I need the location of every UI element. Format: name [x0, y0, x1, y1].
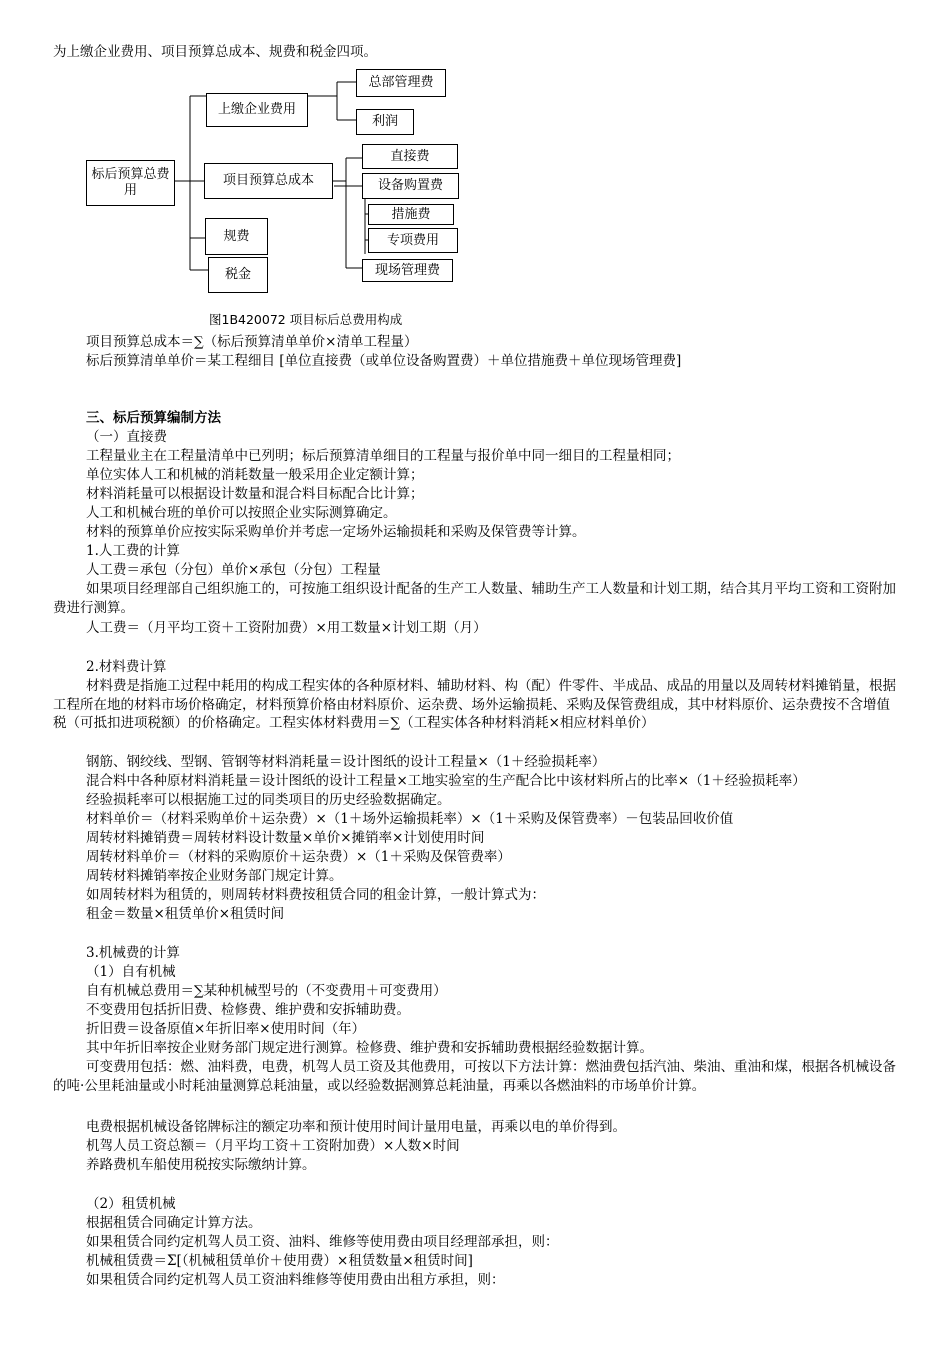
node-site-management-fee: 现场管理费	[362, 259, 453, 282]
formula-line: 机驾人员工资总额＝（月平均工资＋工资附加费）×人数×时间	[86, 1138, 460, 1154]
formula-line: 材料单价＝（材料采购单价＋运杂费）×（1＋场外运输损耗率）×（1＋采购及保管费率）－包装品回收价值	[86, 811, 734, 827]
paragraph-line: 经验损耗率可以根据施工过的同类项目的历史经验数据确定。	[86, 792, 451, 808]
paragraph-line: 不变费用包括折旧费、检修费、维护费和安拆辅助费。	[86, 1002, 410, 1018]
node-special-fee: 专项费用	[368, 228, 458, 253]
node-tax: 税金	[208, 257, 268, 293]
paragraph-line: 材料的预算单价应按实际采购单价并考虑一定场外运输损耗和采购及保管费等计算。	[86, 524, 586, 540]
diagram-caption: 图1B420072 项目标后总费用构成	[209, 312, 403, 327]
paragraph-line: 如果租赁合同约定机驾人员工资油料维修等使用费由出租方承担，则：	[86, 1272, 505, 1288]
subsection-direct-cost: （一）直接费	[86, 429, 167, 445]
formula-line: 周转材料单价＝（材料的采购原价＋运杂费）×（1＋采购及保管费率）	[86, 849, 511, 865]
subsection-own-machinery: （1）自有机械	[86, 964, 176, 980]
node-profit: 利润	[356, 109, 414, 135]
subsection-leased-machinery: （2）租赁机械	[86, 1196, 176, 1212]
paragraph-line: 根据租赁合同确定计算方法。	[86, 1215, 262, 1231]
paragraph-line: 单位实体人工和机械的消耗数量一般采用企业定额计算；	[86, 467, 424, 483]
paragraph-line: 工程量业主在工程量清单中已列明；标后预算清单细目的工程量与报价单中同一细目的工程量相同；	[86, 448, 680, 464]
paragraph-line: 电费根据机械设备铭牌标注的额定功率和预计使用时间计量用电量，再乘以电的单价得到。	[86, 1119, 626, 1135]
formula-total-cost: 项目预算总成本＝∑（标后预算清单单价×清单工程量）	[86, 334, 418, 350]
formula-line: 租金＝数量×租赁单价×租赁时间	[86, 906, 285, 922]
section-heading: 三、标后预算编制方法	[86, 410, 221, 426]
node-project-cost: 项目预算总成本	[204, 163, 333, 199]
formula-line: 人工费＝（月平均工资＋工资附加费）×用工数量×计划工期（月）	[86, 620, 487, 636]
paragraph-line: 周转材料摊销率按企业财务部门规定计算。	[86, 868, 343, 884]
node-enterprise-fee: 上缴企业费用	[206, 93, 308, 127]
paragraph-line: 如果租赁合同约定机驾人员工资、油料、维修等使用费由项目经理部承担，则：	[86, 1234, 559, 1250]
node-equipment-purchase: 设备购置费	[362, 173, 459, 199]
formula-line: 自有机械总费用＝∑某种机械型号的（不变费用＋可变费用）	[86, 983, 447, 999]
formula-line: 折旧费＝设备原值×年折旧率×使用时间（年）	[86, 1021, 366, 1037]
node-direct-cost: 直接费	[362, 144, 458, 169]
variable-cost-paragraph: 可变费用包括：燃、油料费，电费，机驾人员工资及其他费用，可按以下方法计算：燃油费包括汽油、柴油、重油和煤，根据各机械设备的吨·公里耗油量或小时耗油量测算总耗油量，或以经验数据测算总耗油量，再乘以各燃油料的市场单价计算。	[53, 1059, 896, 1094]
machinery-title: 3.机械费的计算	[86, 945, 180, 961]
labor-paragraph: 如果项目经理部自己组织施工的，可按施工组织设计配备的生产工人数量、辅助生产工人数量和计划工期，结合其月平均工资和工资附加费进行测算。	[53, 581, 896, 616]
node-measures-fee: 措施费	[368, 204, 454, 225]
root-node: 标后预算总费用	[86, 160, 175, 206]
intro-text: 为上缴企业费用、项目预算总成本、规费和税金四项。	[53, 44, 377, 60]
material-paragraph: 材料费是指施工过程中耗用的构成工程实体的各种原材料、辅助材料、构（配）件零件、半成品、成品的用量以及周转材料摊销量，根据工程所在地的材料市场价格确定，材料预算价格由材料原价、运杂费、场外运输损耗、采购及保管费组成，其中材料原价、运杂费按不含增值税（可抵扣进项税额）的价格确定。工程实体材料费用＝∑（工程实体各种材料消耗×相应材料单价）	[53, 678, 896, 732]
formula-line: 机械租赁费＝Σ[（机械租赁单价＋使用费）×租赁数量×租赁时间]	[86, 1253, 473, 1269]
formula-line: 钢筋、钢绞线、型钢、管钢等材料消耗量＝设计图纸的设计工程量×（1＋经验损耗率）	[86, 754, 606, 770]
formula-line: 混合料中各种原材料消耗量＝设计图纸的设计工程量×工地实验室的生产配合比中该材料所占的比率×（1＋经验损耗率）	[86, 773, 806, 789]
paragraph-line: 材料消耗量可以根据设计数量和混合料目标配合比计算；	[86, 486, 424, 502]
node-regulatory-fee: 规费	[205, 218, 268, 255]
paragraph-line: 如周转材料为租赁的，则周转材料费按租赁合同的租金计算，一般计算式为：	[86, 887, 545, 903]
material-title: 2.材料费计算	[86, 659, 167, 675]
node-hq-management-fee: 总部管理费	[356, 69, 446, 97]
formula-line: 人工费＝承包（分包）单价×承包（分包）工程量	[86, 562, 381, 578]
paragraph-line: 养路费机车船使用税按实际缴纳计算。	[86, 1157, 316, 1173]
formula-line: 周转材料摊销费＝周转材料设计数量×单价×摊销率×计划使用时间	[86, 830, 485, 846]
paragraph-line: 人工和机械台班的单价可以按照企业实际测算确定。	[86, 505, 397, 521]
labor-title: 1.人工费的计算	[86, 543, 180, 559]
formula-unit-price: 标后预算清单单价＝某工程细目 [单位直接费（或单位设备购置费）＋单位措施费＋单位现场管理费]	[86, 353, 682, 369]
paragraph-line: 其中年折旧率按企业财务部门规定进行测算。检修费、维护费和安拆辅助费根据经验数据计算。	[86, 1040, 653, 1056]
